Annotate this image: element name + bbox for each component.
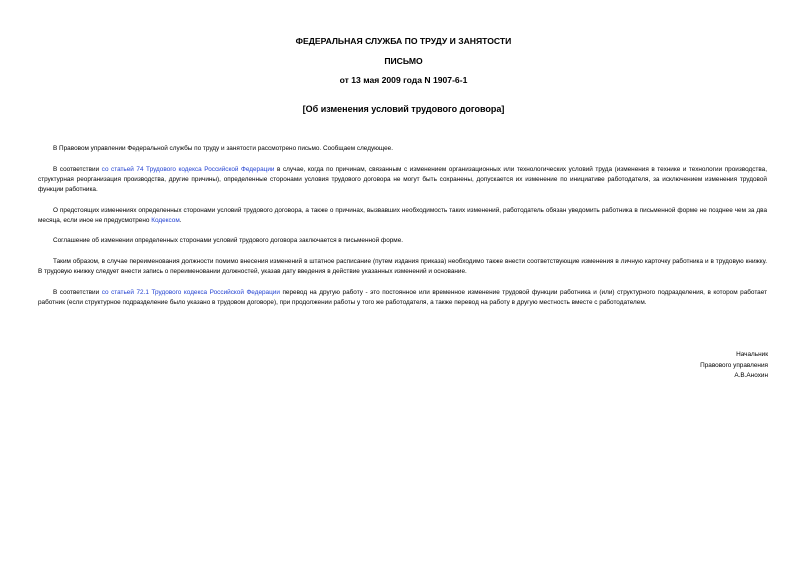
paragraph-notice xyxy=(38,206,767,226)
organization-heading: ФЕДЕРАЛЬНАЯ СЛУЖБА ПО ТРУДУ И ЗАНЯТОСТИ xyxy=(295,36,512,46)
paragraph-text: . xyxy=(179,216,182,224)
signature-block xyxy=(700,350,768,382)
document-type-heading: ПИСЬМО xyxy=(384,56,423,66)
paragraph-article-74 xyxy=(38,165,767,196)
paragraph-article-72-1 xyxy=(38,288,767,308)
paragraph-text: О предстоящих изменениях определенных сторонами условий трудового договора, а также о причинах, вызвавших необходимость таких изменений, работодатель обязан уведомить работника в письменной форме не позднее чем за два месяца, если иное не предусмотрено xyxy=(38,206,767,224)
signature-department: Правового управления xyxy=(700,361,768,369)
document-subject: [Об изменения условий трудового договора] xyxy=(302,104,505,114)
paragraph-text: в случае, когда по причинам, связанным с изменением организационных или технологических условий труда (изменения в технике и технологии производства, структурная реорганизация производства, другие причины), определенные сторонами условия трудового договора не могут быть сохранены, допускается их изменение по инициативе работодателя, за исключением изменения трудовой функции работника. xyxy=(38,165,767,193)
paragraph-agreement: Соглашение об изменении определенных сторонами условий трудового договора заключается в письменной форме. xyxy=(53,237,404,245)
link-article-74[interactable]: со статьей 74 Трудового кодекса Российской Федерации xyxy=(101,165,275,173)
document-date-number: от 13 мая 2009 года N 1907-6-1 xyxy=(339,75,468,85)
document-body xyxy=(38,144,767,308)
signature-position: Начальник xyxy=(736,351,768,358)
link-article-72-1[interactable]: со статьей 72.1 Трудового кодекса Российской Федерации xyxy=(101,288,280,296)
paragraph-intro: В Правовом управлении Федеральной службы по труду и занятости рассмотрено письмо. Сообщаем следующее. xyxy=(53,145,393,152)
paragraph-text: перевод на другую работу - это постоянное или временное изменение трудовой функции работника и (или) структурного подразделения, в котором работает работник (если структурное подразделение было указано в трудовом договоре), при продолжении работы у того же работодателя, а также перевод на работу в другую местность вместе с работодателем. xyxy=(38,288,767,306)
paragraph-renaming: Таким образом, в случае переименования должности помимо внесения изменений в штатное расписание (путем издания приказа) необходимо также внести соответствующие изменения в личную карточку работника и в трудовую книжку. В трудовую книжку следует внести запись о переименовании должностей, указав дату введения в действие указанных изменений и основание. xyxy=(38,257,767,276)
paragraph-text: В соответствии xyxy=(53,165,102,173)
link-code[interactable]: Кодексом xyxy=(151,216,180,224)
paragraph-text: В соответствии xyxy=(53,288,102,296)
signature-name: А.В.Анохин xyxy=(734,372,768,380)
